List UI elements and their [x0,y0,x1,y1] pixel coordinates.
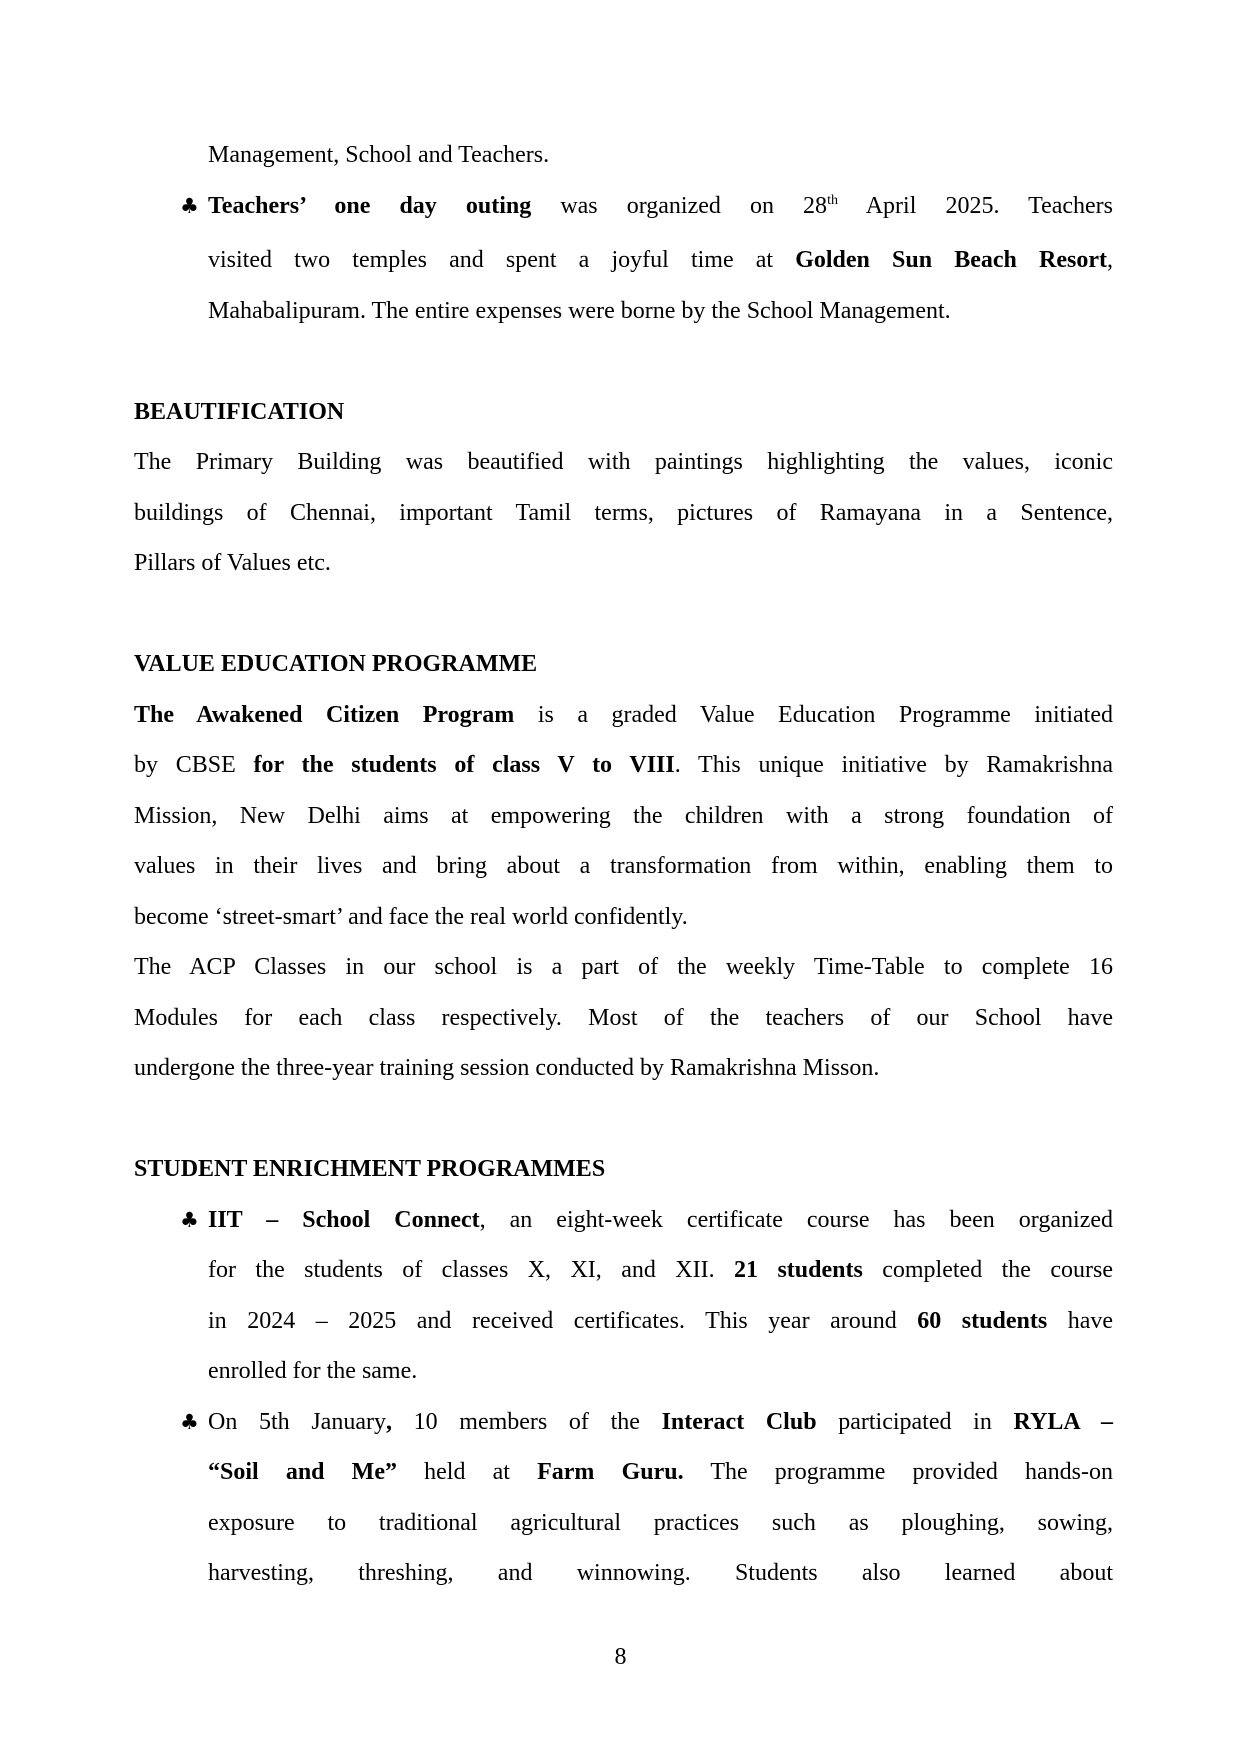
body-text: held at [397,1459,538,1485]
bullet-item-ryla-soil-and-me [134,1397,1113,1599]
body-text: visited two temples and spent a joyful time at [208,247,796,273]
bold-text: , [385,1408,392,1435]
page-content [134,130,1113,1599]
text-line [208,1296,1113,1347]
text-line [208,235,1113,286]
body-text: April 2025. Teachers [837,192,1114,219]
bold-text: Golden Sun Beach Resort [795,247,1107,273]
text-line: The Primary Building was beautified with paintings highlighting the values, iconic [134,449,1113,475]
club-bullet-icon: ♣ [180,1409,199,1434]
text-line [208,1195,1113,1246]
blank-line [134,589,1113,640]
body-text: for the students of classes X, XI, and XII. [208,1257,735,1283]
body-text: . This unique initiative by Ramakrishna [674,752,1113,778]
text-line [208,1245,1113,1296]
body-text: participated in [816,1408,1014,1435]
club-bullet-icon: ♣ [180,193,199,218]
blank-line [134,1094,1113,1145]
text-line: Management, School and Teachers. [208,142,550,168]
bold-text: for the students of class V to VIII [253,752,675,778]
body-text: , [1107,247,1113,273]
body-text: have [1047,1307,1114,1334]
section-heading-beautification: BEAUTIFICATION [134,398,345,425]
text-line: The ACP Classes in our school is a part of the weekly Time-Table to complete 16 [134,954,1113,980]
body-text: completed the course [862,1257,1113,1283]
text-line [208,1397,1113,1448]
body-text: , an eight-week certificate course has been organized [479,1206,1113,1233]
text-line [208,1447,1113,1498]
superscript-text: th [827,192,838,208]
text-line: harvesting, threshing, and winnowing. Students also learned about [208,1560,1113,1586]
section-heading-student-enrichment: STUDENT ENRICHMENT PROGRAMMES [134,1156,606,1182]
club-bullet-icon: ♣ [180,1207,199,1232]
text-line: Mahabalipuram. The entire expenses were borne by the School Management. [208,297,951,324]
blank-line [134,336,1113,387]
bold-text: IIT – School Connect [208,1206,480,1233]
body-text: 10 members of the [391,1408,662,1435]
text-line: enrolled for the same. [208,1358,418,1384]
body-text: by CBSE [134,752,254,778]
page-number: 8 [614,1644,627,1670]
text-line: Mission, New Delhi aims at empowering the children with a strong foundation of [134,802,1113,829]
text-line: values in their lives and bring about a transformation from within, enabling them to [134,853,1113,879]
bold-text: Teachers’ one day outing [208,192,532,219]
text-line [208,181,1113,236]
bold-text: 21 students [734,1257,863,1283]
bold-text: “Soil and Me” [208,1459,397,1485]
text-line: exposure to traditional agricultural practices such as ploughing, sowing, [208,1509,1113,1536]
text-line: buildings of Chennai, important Tamil terms, pictures of Ramayana in a Sentence, [134,499,1113,526]
body-text: On 5th January [208,1408,386,1435]
paragraph-awakened-citizen [134,690,1113,943]
bold-text: The Awakened Citizen Program [134,701,515,728]
text-line: undergone the three-year training session conducted by Ramakrishna Misson. [134,1055,880,1081]
text-line: become ‘street-smart’ and face the real world confidently. [134,903,688,930]
body-text: is a graded Value Education Programme initiated [514,701,1113,728]
paragraph-beautification [134,437,1113,589]
bold-text: Interact Club [661,1408,817,1435]
paragraph-continuation [134,130,1113,181]
bullet-item-iit-school-connect [134,1195,1113,1397]
text-line: Pillars of Values etc. [134,550,331,576]
text-line [134,690,1113,741]
body-text: The programme provided hands-on [683,1459,1114,1485]
bold-text: Farm Guru. [537,1459,684,1485]
section-heading-value-education: VALUE EDUCATION PROGRAMME [134,651,538,677]
text-line: Modules for each class respectively. Most of the teachers of our School have [134,1004,1113,1031]
bold-text: 60 students [917,1307,1048,1334]
text-line [134,740,1113,791]
body-text: was organized on 28 [531,192,828,219]
body-text: in 2024 – 2025 and received certificates. This year around [208,1307,918,1334]
paragraph-acp-classes [134,942,1113,1094]
bullet-item-teachers-outing [134,181,1113,337]
bold-text: RYLA – [1013,1408,1113,1435]
